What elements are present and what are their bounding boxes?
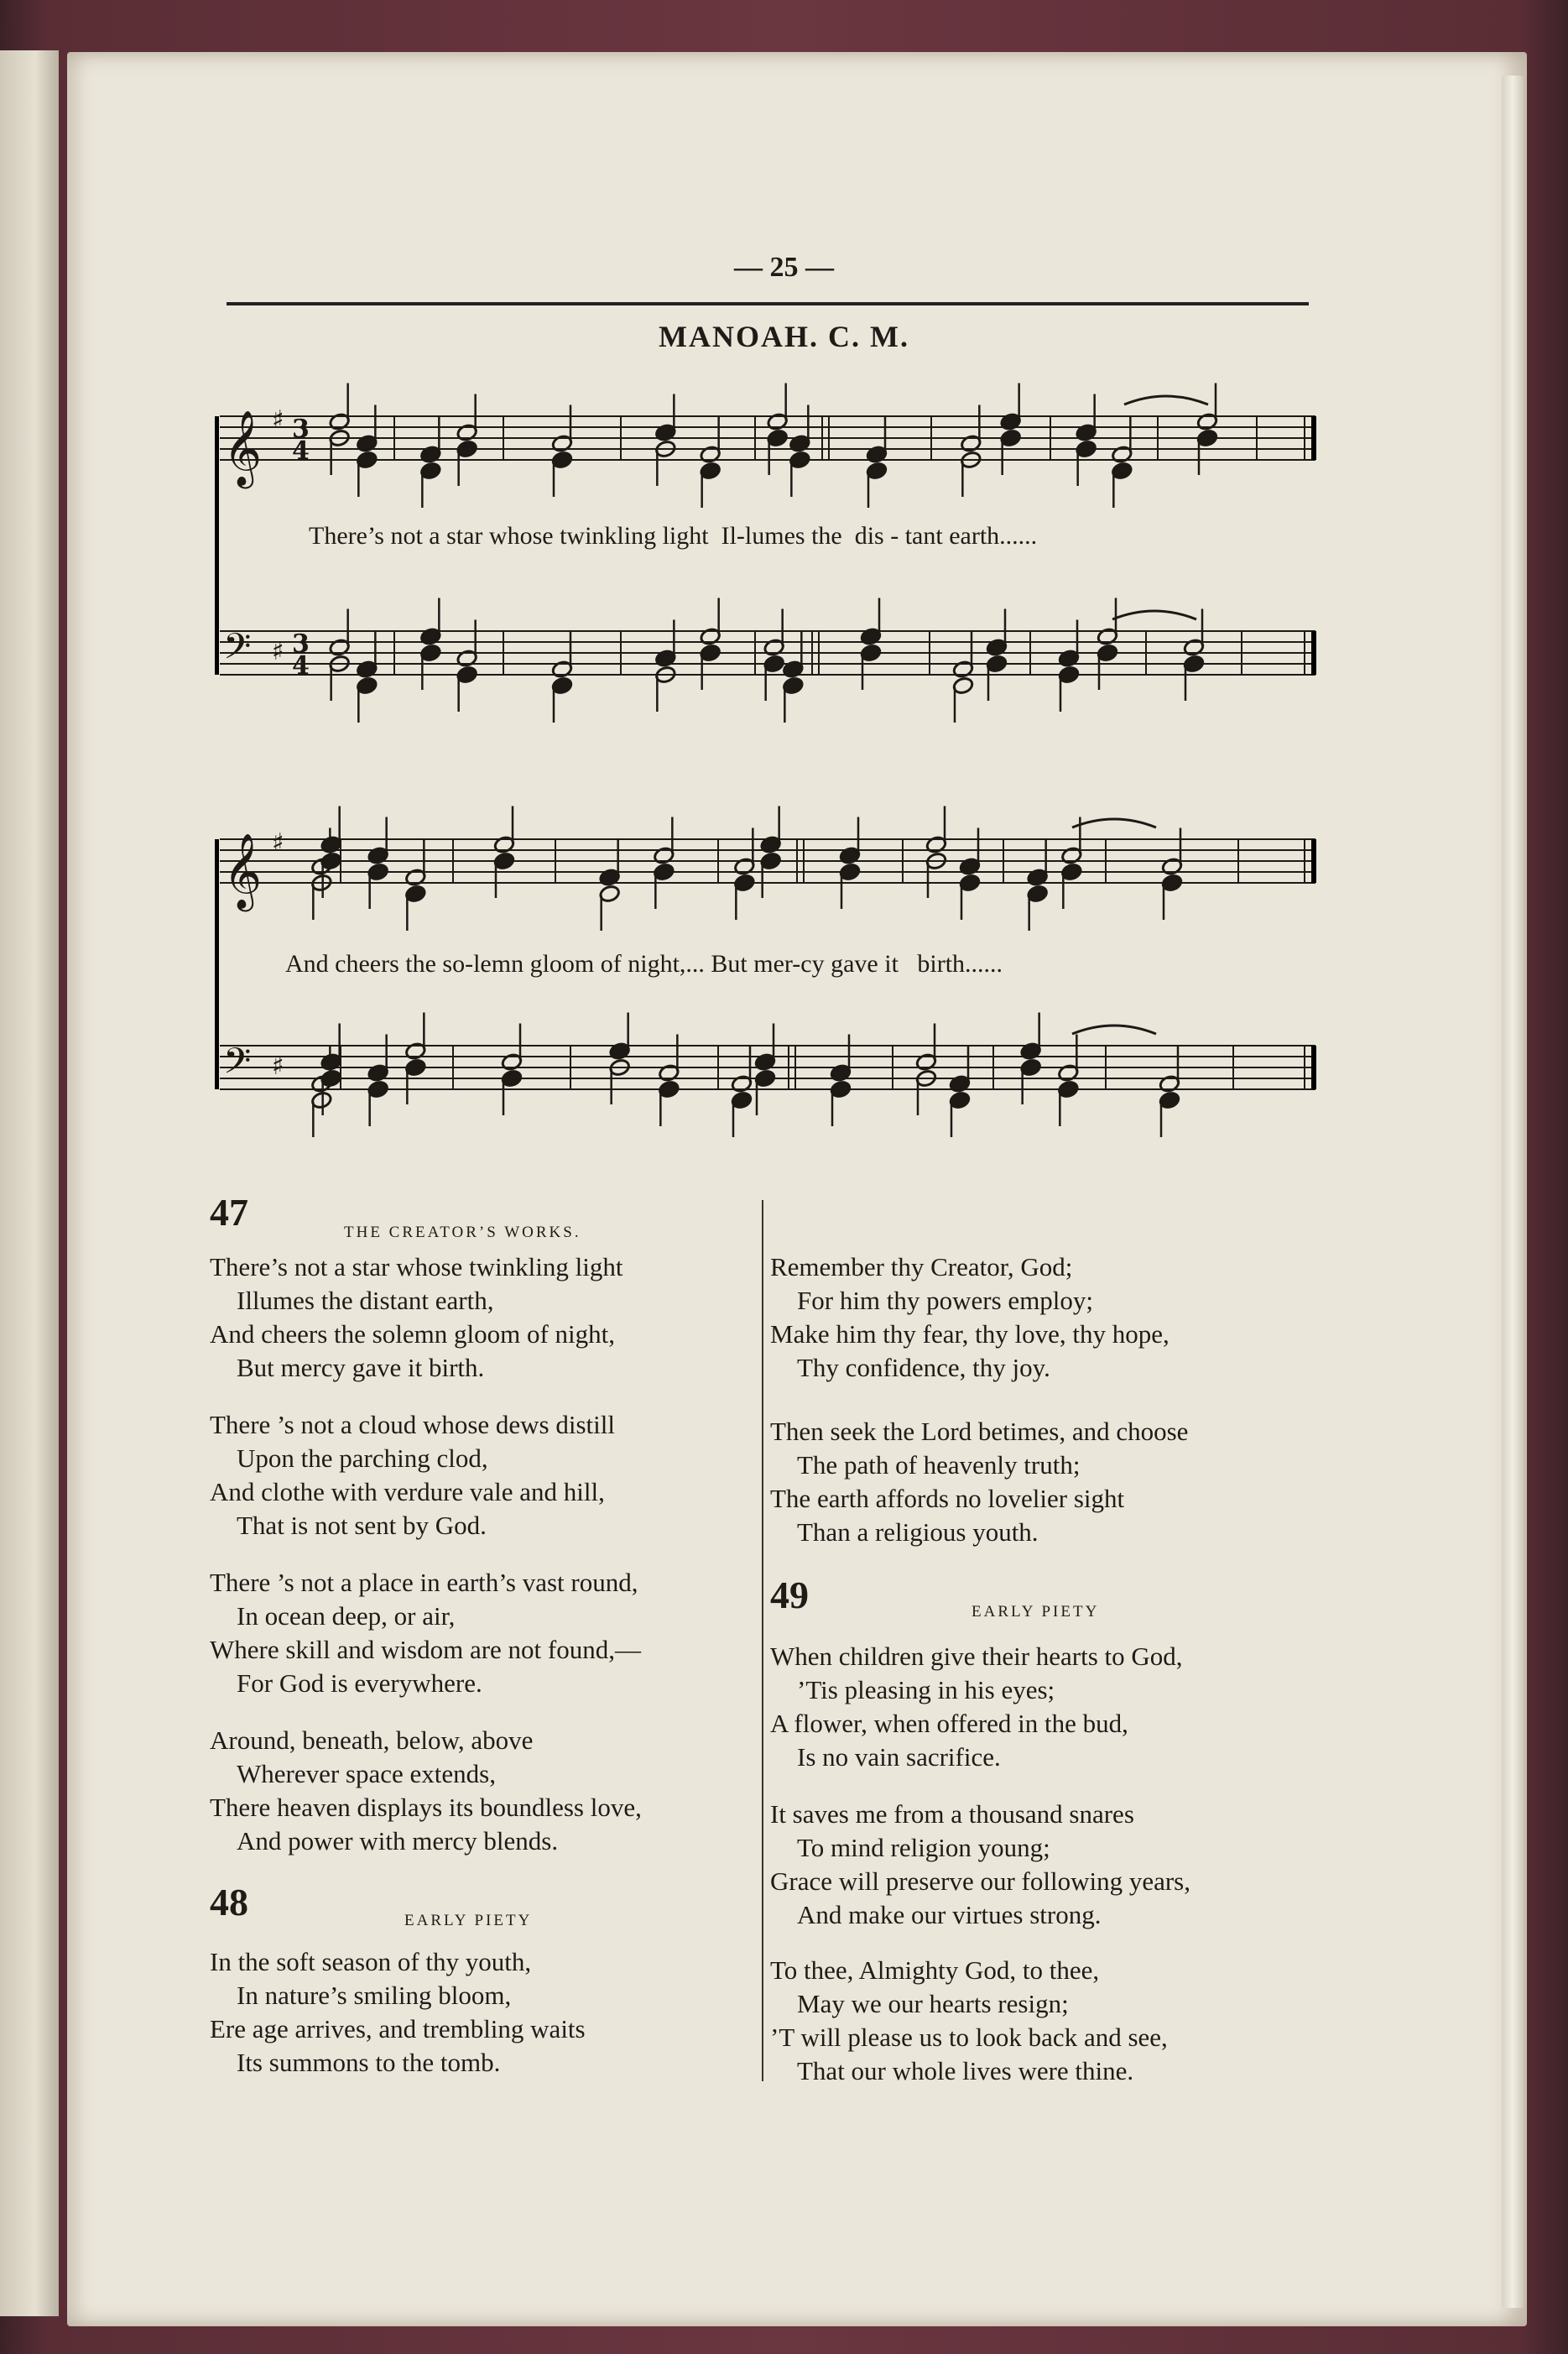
verse-line: Grace will preserve our following years,: [770, 1866, 1190, 1896]
system-bracket: [215, 416, 219, 675]
tie-arc: [1124, 396, 1208, 405]
time-signature-bottom: 4: [292, 436, 310, 466]
lyric-line-1: There’s not a star whose twinkling light Il-lumes the dis - tant earth......: [309, 522, 1038, 550]
verse-line: And make our virtues strong.: [797, 1900, 1102, 1929]
key-signature-sharp: ♯: [272, 405, 284, 435]
verse-line: There’s not a star whose twinkling light: [210, 1252, 623, 1281]
hymn-49-stanza-3: [770, 1954, 1168, 2088]
key-signature-sharp: ♯: [272, 828, 284, 858]
hymn-number-47: 47: [210, 1191, 248, 1234]
verse-line: Remember thy Creator, God;: [770, 1252, 1073, 1281]
system-bracket: [215, 839, 219, 1089]
hymn-48-stanza-2: [770, 1250, 1169, 1385]
tie-arc: [1072, 819, 1156, 827]
verse-line: That our whole lives were thine.: [797, 2056, 1134, 2085]
verse-line: Wherever space extends,: [237, 1759, 496, 1788]
clef-glyph: 𝄢: [223, 626, 252, 676]
tie-arc: [1072, 1026, 1156, 1034]
verse-line: Upon the parching clod,: [237, 1443, 488, 1473]
column-divider: [762, 1200, 763, 2081]
hymn-48-stanza-1: [210, 1945, 586, 2080]
verse-line: May we our hearts resign;: [797, 1989, 1069, 2018]
time-signature-bottom: 4: [292, 651, 310, 681]
hymn-48-stanza-3: [770, 1415, 1188, 1549]
verse-line: A flower, when offered in the bud,: [770, 1709, 1128, 1738]
final-bar-line: [1311, 839, 1316, 883]
hymn-number-48: 48: [210, 1881, 248, 1923]
verse-line: There ’s not a place in earth’s vast round,: [210, 1568, 638, 1597]
hymn-heading-47: THE CREATOR’S WORKS.: [344, 1224, 581, 1241]
clef-glyph: 𝄢: [223, 1041, 252, 1091]
verse-line: Thy confidence, thy joy.: [797, 1353, 1050, 1382]
verse-line: Ere age arrives, and trembling waits: [210, 2014, 586, 2043]
page-number: — 25 —: [734, 252, 834, 283]
verse-line: In nature’s smiling bloom,: [237, 1981, 512, 2010]
verse-line: And cheers the solemn gloom of night,: [210, 1319, 615, 1349]
verse-line: Is no vain sacrifice.: [797, 1742, 1001, 1772]
verse-line: It saves me from a thousand snares: [770, 1799, 1134, 1829]
key-signature-sharp: ♯: [272, 637, 284, 666]
verse-line: Where skill and wisdom are not found,—: [210, 1635, 641, 1664]
verse-line: The earth affords no lovelier sight: [770, 1484, 1125, 1513]
verse-line: And power with mercy blends.: [237, 1826, 559, 1856]
verse-line: Its summons to the tomb.: [237, 2048, 501, 2077]
verse-line: For him thy powers employ;: [797, 1286, 1094, 1315]
hymn-number-49: 49: [770, 1574, 809, 1616]
tie-arc: [1112, 611, 1196, 619]
final-bar-line: [1311, 1046, 1316, 1089]
verse-line: Around, beneath, below, above: [210, 1725, 534, 1755]
verse-line: But mercy gave it birth.: [237, 1353, 485, 1382]
verse-line: That is not sent by God.: [237, 1511, 487, 1540]
verse-line: In ocean deep, or air,: [237, 1601, 456, 1631]
hymn-47-stanza-2: [210, 1408, 615, 1542]
hymn-47-stanza-3: [210, 1566, 641, 1700]
lyric-line-2: And cheers the so-lemn gloom of night,... But mer-cy gave it birth......: [285, 950, 1003, 978]
final-bar-line: [1311, 416, 1316, 460]
time-signature-top: 3: [292, 629, 310, 659]
verse-line: To thee, Almighty God, to thee,: [770, 1955, 1100, 1985]
hymn-heading-49: EARLY PIETY: [972, 1603, 1100, 1621]
verse-line: There ’s not a cloud whose dews distill: [210, 1410, 615, 1439]
hymn-49-stanza-1: [770, 1640, 1183, 1774]
hymn-49-stanza-2: [770, 1798, 1190, 1932]
verse-line: To mind religion young;: [797, 1833, 1050, 1862]
verse-line: When children give their hearts to God,: [770, 1642, 1183, 1671]
hymn-47-stanza-1: [210, 1250, 623, 1385]
verse-line: And clothe with verdure vale and hill,: [210, 1477, 605, 1506]
verse-line: Than a religious youth.: [797, 1517, 1039, 1547]
verse-line: Illumes the distant earth,: [237, 1286, 494, 1315]
key-signature-sharp: ♯: [272, 1052, 284, 1081]
tune-title: MANOAH. C. M.: [659, 320, 909, 353]
verse-line: The path of heavenly truth;: [797, 1450, 1081, 1480]
verse-line: ’Tis pleasing in his eyes;: [797, 1675, 1055, 1704]
hymn-heading-48: EARLY PIETY: [404, 1912, 533, 1929]
verse-line: Make him thy fear, thy love, thy hope,: [770, 1319, 1169, 1349]
verse-line: There heaven displays its boundless love,: [210, 1793, 642, 1822]
time-signature-top: 3: [292, 415, 310, 444]
verse-line: ’T will please us to look back and see,: [770, 2023, 1168, 2052]
clef-glyph: 𝄞: [223, 833, 263, 909]
verse-line: Then seek the Lord betimes, and choose: [770, 1417, 1189, 1446]
clef-glyph: 𝄞: [223, 410, 263, 486]
verse-line: For God is everywhere.: [237, 1668, 482, 1698]
hymn-47-stanza-4: [210, 1724, 642, 1858]
verse-line: In the soft season of thy youth,: [210, 1947, 532, 1976]
final-bar-line: [1311, 631, 1316, 675]
